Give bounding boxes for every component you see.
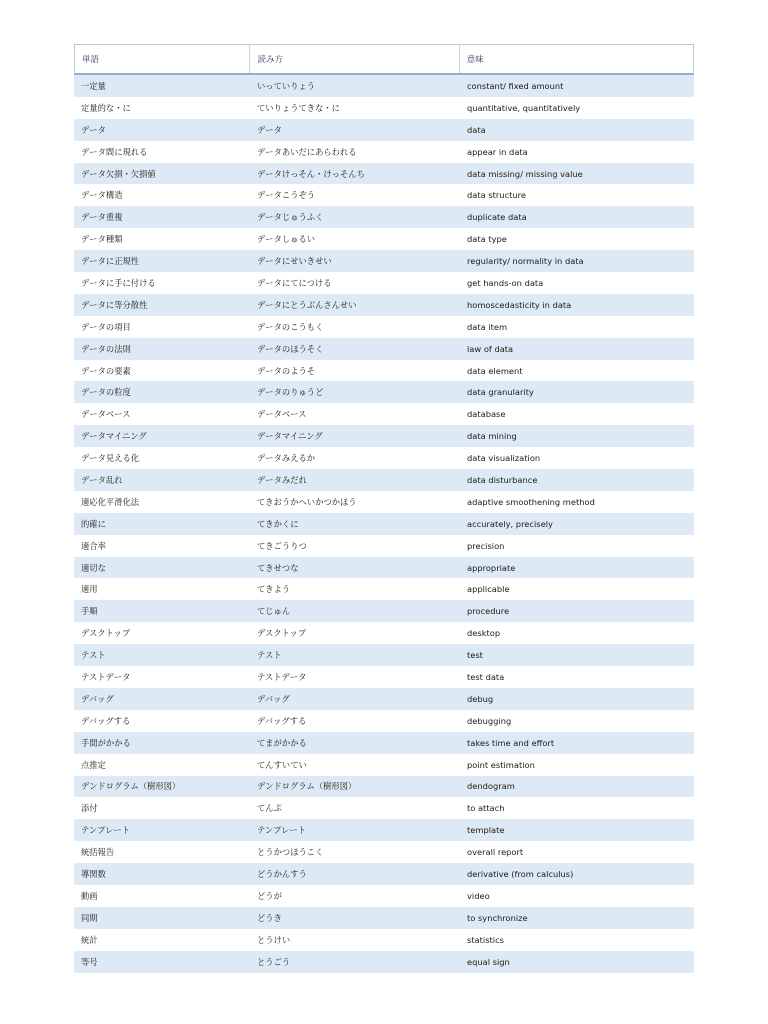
meaning-cell: duplicate data xyxy=(467,212,527,223)
word-cell: 同期 xyxy=(81,912,98,923)
word-cell: 適用 xyxy=(81,584,98,595)
reading-cell: どうき xyxy=(257,912,282,923)
word-cell: データの要素 xyxy=(81,365,131,376)
reading-cell: どうが xyxy=(257,890,282,901)
meaning-cell: point estimation xyxy=(467,759,535,770)
meaning-cell: data visualization xyxy=(467,453,541,464)
reading-cell: データのりゅうど xyxy=(257,387,324,398)
meaning-cell: precision xyxy=(467,540,505,551)
word-cell: 定量的な・に xyxy=(81,102,131,113)
reading-cell: データみだれ xyxy=(257,474,307,485)
table-row xyxy=(74,513,694,535)
meaning-cell: takes time and effort xyxy=(467,737,555,748)
word-cell: 動画 xyxy=(81,890,98,901)
reading-cell: いっていりょう xyxy=(257,80,316,91)
meaning-cell: adaptive smoothening method xyxy=(467,496,595,507)
table-row xyxy=(74,206,694,228)
word-cell: データ構造 xyxy=(81,190,123,201)
meaning-cell: data element xyxy=(467,365,523,376)
reading-cell: どうかんすう xyxy=(257,869,307,879)
reading-cell: データこうぞう xyxy=(257,190,316,201)
reading-cell: データけっそん・けっそんち xyxy=(257,168,365,179)
meaning-cell: regularity/ normality in data xyxy=(467,256,584,267)
word-cell: データの粒度 xyxy=(81,387,131,398)
meaning-cell: accurately, precisely xyxy=(467,518,553,529)
reading-cell: ていりょうてきな・に xyxy=(257,102,340,113)
header-word: 単語 xyxy=(75,45,250,73)
reading-cell: てじゅん xyxy=(257,606,291,617)
table-row xyxy=(74,841,694,863)
reading-cell: デンドログラム（樹形図） xyxy=(257,781,357,792)
word-cell: データ xyxy=(81,124,106,135)
table-row xyxy=(74,141,694,163)
reading-cell: データベース xyxy=(257,409,307,420)
word-cell: 点推定 xyxy=(81,759,106,770)
table-row xyxy=(74,425,694,447)
reading-cell: データのこうもく xyxy=(257,321,324,332)
reading-cell: データじゅうふく xyxy=(257,212,324,223)
reading-cell: データマイニング xyxy=(257,431,323,442)
meaning-cell: test data xyxy=(467,671,505,682)
table-row xyxy=(74,929,694,951)
reading-cell: てきごうりつ xyxy=(257,540,307,551)
meaning-cell: data structure xyxy=(467,190,526,201)
table-row xyxy=(74,710,694,732)
reading-cell: デバッグ xyxy=(257,693,290,704)
word-cell: データ乱れ xyxy=(81,474,123,485)
table-row xyxy=(74,381,694,403)
table-row xyxy=(74,403,694,425)
reading-cell: データにとうぶんさんせい xyxy=(257,299,357,310)
table-row xyxy=(74,732,694,754)
reading-cell: テンプレート xyxy=(257,825,307,836)
table-row xyxy=(74,666,694,688)
meaning-cell: debugging xyxy=(467,715,512,726)
meaning-cell: quantitative, quantitatively xyxy=(467,102,581,113)
meaning-cell: data item xyxy=(467,321,508,332)
word-cell: データベース xyxy=(81,409,131,420)
table-row xyxy=(74,535,694,557)
table-row xyxy=(74,75,694,97)
word-cell: テスト xyxy=(81,650,106,661)
reading-cell: データあいだにあらわれる xyxy=(257,146,357,157)
table-row xyxy=(74,863,694,885)
table-header xyxy=(74,44,694,75)
table-row xyxy=(74,469,694,491)
reading-cell: てきよう xyxy=(257,584,291,595)
table-row xyxy=(74,578,694,600)
meaning-cell: template xyxy=(467,825,505,836)
meaning-cell: debug xyxy=(467,693,494,704)
meaning-cell: applicable xyxy=(467,584,510,595)
meaning-cell: procedure xyxy=(467,606,510,617)
word-cell: 適合率 xyxy=(81,540,106,551)
word-cell: 適応化平滑化法 xyxy=(81,496,140,507)
meaning-cell: derivative (from calculus) xyxy=(467,869,574,879)
meaning-cell: test xyxy=(467,650,483,661)
word-cell: デンドログラム（樹形図） xyxy=(81,781,181,792)
reading-cell: てんぷ xyxy=(257,803,282,814)
meaning-cell: statistics xyxy=(467,934,504,945)
table-body xyxy=(74,75,694,973)
word-cell: データに正規性 xyxy=(81,256,140,267)
table-row xyxy=(74,907,694,929)
word-cell: 添付 xyxy=(81,803,98,814)
vocabulary-table xyxy=(74,44,694,973)
table-row xyxy=(74,776,694,798)
table-row xyxy=(74,622,694,644)
table-row xyxy=(74,819,694,841)
reading-cell: テスト xyxy=(257,650,282,661)
word-cell: テストデータ xyxy=(81,671,131,682)
reading-cell: てんすいてい xyxy=(257,759,307,770)
word-cell: データに手に付ける xyxy=(81,277,156,288)
reading-cell: データみえるか xyxy=(257,453,316,464)
table-row xyxy=(74,360,694,382)
word-cell: データ見える化 xyxy=(81,453,140,464)
table-row xyxy=(74,119,694,141)
meaning-cell: appropriate xyxy=(467,562,516,573)
meaning-cell: get hands-on data xyxy=(467,277,544,288)
meaning-cell: equal sign xyxy=(467,956,510,967)
meaning-cell: data type xyxy=(467,234,507,245)
table-row xyxy=(74,600,694,622)
table-row xyxy=(74,250,694,272)
word-cell: 統計 xyxy=(81,934,98,945)
meaning-cell: database xyxy=(467,409,506,420)
reading-cell: データにせいきせい xyxy=(257,256,332,267)
meaning-cell: desktop xyxy=(467,628,501,639)
meaning-cell: law of data xyxy=(467,343,514,354)
meaning-cell: data missing/ missing value xyxy=(467,168,583,179)
table-row xyxy=(74,272,694,294)
reading-cell: データ xyxy=(257,124,282,135)
table-row xyxy=(74,338,694,360)
reading-cell: てきせつな xyxy=(257,562,299,573)
word-cell: データの項目 xyxy=(81,321,131,332)
word-cell: データの法則 xyxy=(81,343,131,354)
meaning-cell: video xyxy=(467,890,490,901)
word-cell: データ欠損・欠損値 xyxy=(81,168,156,179)
header-meaning: 意味 xyxy=(466,55,484,65)
word-cell: テンプレート xyxy=(81,825,131,836)
table-row xyxy=(74,688,694,710)
word-cell: デスクトップ xyxy=(81,628,131,639)
meaning-cell: dendogram xyxy=(467,781,515,792)
meaning-cell: overall report xyxy=(467,847,524,858)
word-cell: 統括報告 xyxy=(81,847,115,858)
reading-cell: デバッグする xyxy=(257,715,307,726)
table-row xyxy=(74,294,694,316)
word-cell: 一定量 xyxy=(81,80,106,91)
reading-cell: データにてにつける xyxy=(257,277,332,288)
word-cell: 手順 xyxy=(81,606,98,617)
meaning-cell: data xyxy=(467,124,486,135)
table-row xyxy=(74,885,694,907)
table-row xyxy=(74,491,694,513)
reading-cell: てまがかかる xyxy=(257,737,307,748)
reading-cell: デスクトップ xyxy=(257,628,307,639)
table-row xyxy=(74,163,694,185)
reading-cell: とうかつほうこく xyxy=(257,847,324,858)
word-cell: データ間に現れる xyxy=(81,146,148,157)
reading-cell: とうごう xyxy=(257,956,291,967)
reading-cell: とうけい xyxy=(257,934,291,945)
reading-cell: データのようそ xyxy=(257,365,316,376)
word-cell: 的確に xyxy=(81,518,106,529)
word-cell: デバッグ xyxy=(81,693,114,704)
table-row xyxy=(74,184,694,206)
meaning-cell: data mining xyxy=(467,431,517,442)
table-row xyxy=(74,754,694,776)
table-row xyxy=(74,316,694,338)
word-cell: 導関数 xyxy=(81,869,106,879)
table-row xyxy=(74,97,694,119)
meaning-cell: data disturbance xyxy=(467,474,538,485)
word-cell: データに等分散性 xyxy=(81,299,148,310)
meaning-cell: homoscedasticity in data xyxy=(467,299,572,310)
word-cell: デバッグする xyxy=(81,715,131,726)
meaning-cell: constant/ fixed amount xyxy=(467,80,564,91)
reading-cell: テストデータ xyxy=(257,671,307,682)
word-cell: 適切な xyxy=(81,562,106,573)
word-cell: データマイニング xyxy=(81,431,147,442)
table-row xyxy=(74,797,694,819)
meaning-cell: to synchronize xyxy=(467,912,528,923)
table-row xyxy=(74,557,694,579)
reading-cell: てきかくに xyxy=(257,518,299,529)
reading-cell: データのほうそく xyxy=(257,343,324,354)
table-row xyxy=(74,951,694,973)
word-cell: データ種類 xyxy=(81,234,123,245)
meaning-cell: data granularity xyxy=(467,387,534,398)
word-cell: 手間がかかる xyxy=(81,737,131,748)
table-row xyxy=(74,447,694,469)
word-cell: データ重複 xyxy=(81,212,123,223)
meaning-cell: to attach xyxy=(467,803,505,814)
table-row xyxy=(74,228,694,250)
meaning-cell: appear in data xyxy=(467,146,528,157)
reading-cell: てきおうかへいかつかほう xyxy=(257,496,357,507)
reading-cell: データしゅるい xyxy=(257,234,316,245)
table-row xyxy=(74,644,694,666)
header-reading: 読み方 xyxy=(250,45,459,73)
word-cell: 等号 xyxy=(81,956,98,967)
